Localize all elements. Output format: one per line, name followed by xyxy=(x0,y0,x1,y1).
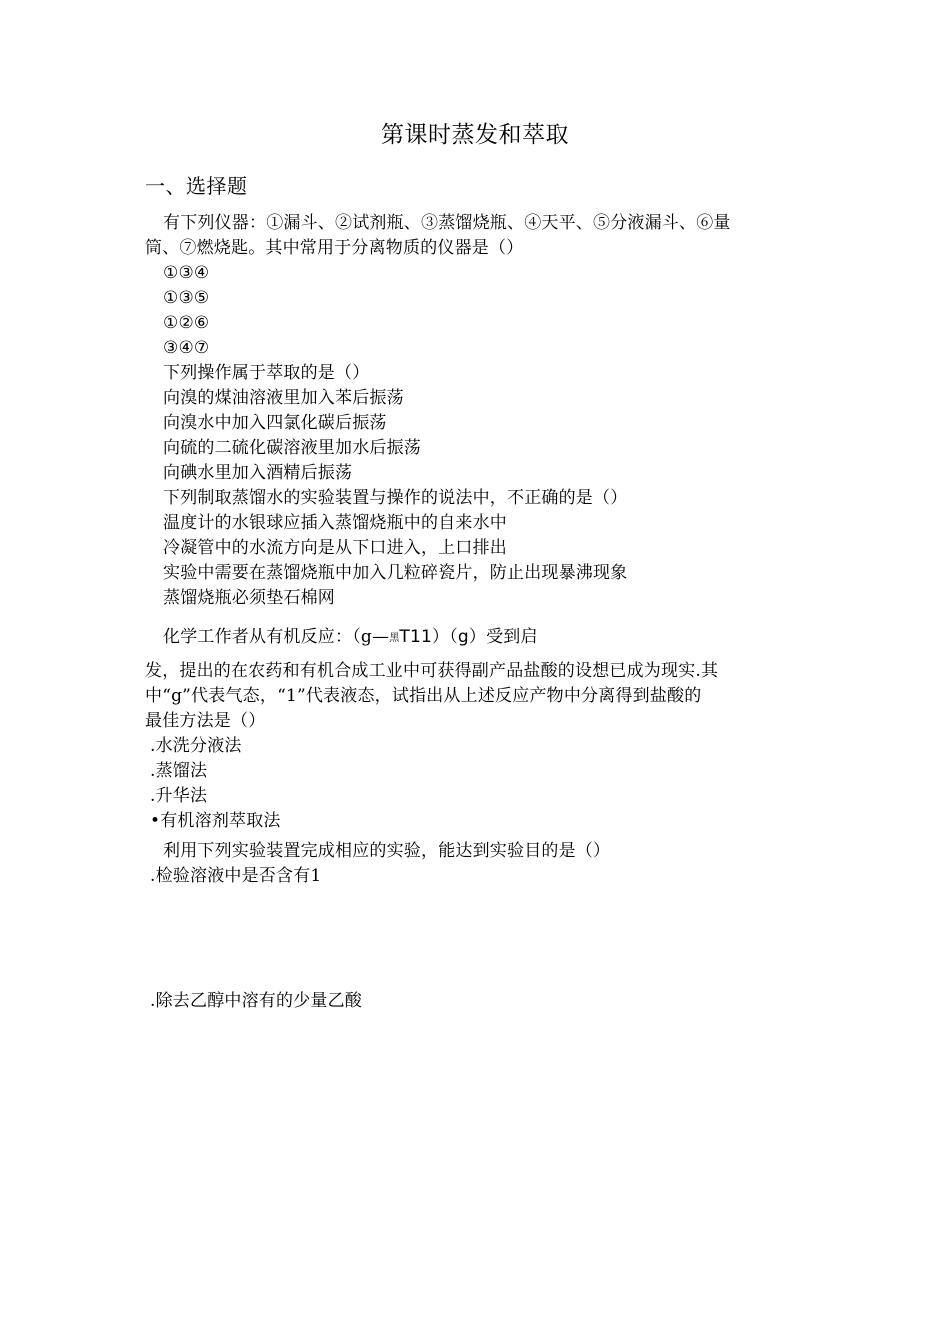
q3-option: 实验中需要在蒸馏烧瓶中加入几粒碎瓷片，防止出现暴沸现象 xyxy=(163,563,628,583)
q3-option: 冷凝管中的水流方向是从下口进入，上口排出 xyxy=(163,538,507,558)
q4-stem-line3: 中“g”代表气态，“1”代表液态，试指出从上述反应产物中分离得到盐酸的 xyxy=(145,686,702,706)
q5-stem: 利用下列实验装置完成相应的实验，能达到实验目的是（） xyxy=(163,841,611,861)
q2-option: 向碘水里加入酒精后振荡 xyxy=(163,463,353,483)
q1-option: ①②⑥ xyxy=(163,313,210,333)
q4-stem-line4: 最佳方法是（） xyxy=(145,711,266,731)
q2-option: 向溴的煤油溶液里加入苯后振荡 xyxy=(163,388,404,408)
q5-option: .检验溶液中是否含有1 xyxy=(150,866,322,886)
q1-option: ①③④ xyxy=(163,263,210,283)
q4-option: •有机溶剂萃取法 xyxy=(150,811,281,831)
q1-option: ①③⑤ xyxy=(163,288,210,308)
q4-stem-part1: 化学工作者从有机反应：（g— xyxy=(163,627,390,647)
q4-stem-line2: 发，提出的在农药和有机合成工业中可获得副产品盐酸的设想已成为现实.其 xyxy=(145,661,719,681)
q4-option: .升华法 xyxy=(150,786,208,806)
q2-option: 向溴水中加入四氯化碳后振荡 xyxy=(163,413,387,433)
q2-stem: 下列操作属于萃取的是（） xyxy=(163,363,370,383)
section-heading: 一、选择题 xyxy=(145,174,248,198)
q2-option: 向硫的二硫化碳溶液里加水后振荡 xyxy=(163,438,421,458)
q4-option: .水洗分液法 xyxy=(150,736,242,756)
q4-stem-part2: T11）（g）受到启 xyxy=(399,627,538,647)
q1-option: ③④⑦ xyxy=(163,338,210,358)
q4-stem-small: 黑 xyxy=(389,633,400,644)
q3-stem: 下列制取蒸馏水的实验装置与操作的说法中，不正确的是（） xyxy=(163,488,628,508)
q3-option: 温度计的水银球应插入蒸馏烧瓶中的自来水中 xyxy=(163,513,507,533)
q4-option: .蒸馏法 xyxy=(150,761,208,781)
q5-option: .除去乙醇中溶有的少量乙酸 xyxy=(150,991,363,1011)
page-title: 第课时蒸发和萃取 xyxy=(381,122,569,148)
q3-option: 蒸馏烧瓶必须垫石棉网 xyxy=(163,588,335,608)
q1-stem-line2: 筒、⑦燃烧匙。其中常用于分离物质的仪器是（） xyxy=(145,238,524,258)
q4-stem-line1 xyxy=(163,626,538,650)
q1-stem-line1: 有下列仪器：①漏斗、②试剂瓶、③蒸馏烧瓶、④天平、⑤分液漏斗、⑥量 xyxy=(163,213,731,233)
